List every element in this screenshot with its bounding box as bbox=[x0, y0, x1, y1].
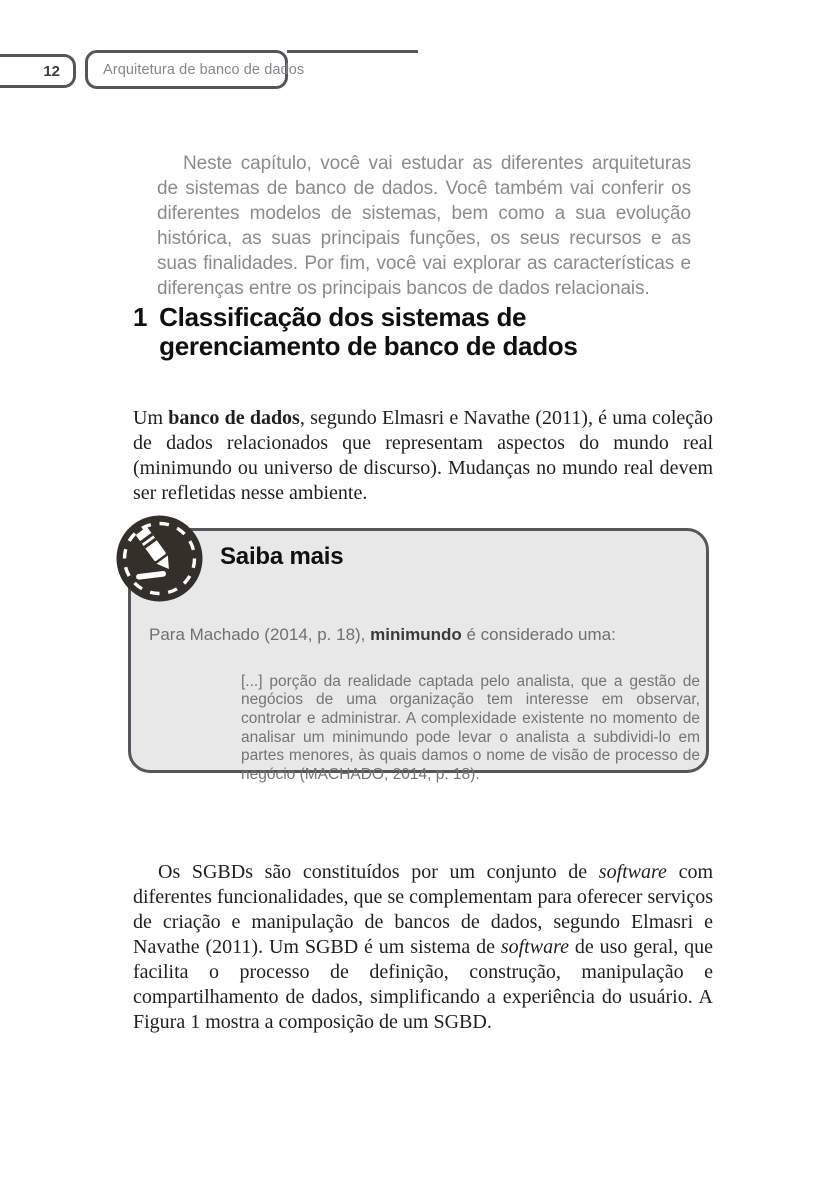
chapter-intro-paragraph: Neste capítulo, você vai estudar as diferentes arquiteturas de sistemas de banco de dados. Você também vai conferir os diferentes modelos de sistemas, bem como a sua evolução histórica, as suas principais funções, os seus recursos e as suas finalidades. Por fim, você vai explorar as características e diferenças entre os principais bancos de dados relacionais. bbox=[157, 153, 691, 299]
pencil-icon bbox=[116, 515, 203, 602]
saiba-mais-lead: Para Machado (2014, p. 18), minimundo é considerado uma: bbox=[149, 625, 616, 644]
section-number: 1 bbox=[133, 302, 148, 332]
body-paragraph-2: Os SGBDs são constituídos por um conjunto de software com diferentes funcionalidades, que se complementam para oferecer serviços de criação e manipulação de bancos de dados, segundo Elmasri e Navathe (2011). Um SGBD é um sistema de software de uso geral, que facilita o processo de definição, construção, manipulação e compartilhamento de dados, simplificando a experiência do usuário. A Figura 1 mostra a composição de um SGBD. bbox=[133, 861, 713, 1033]
saiba-mais-quote: [...] porção da realidade captada pelo analista, que a gestão de negócios de uma organização tem interesse em observar, controlar e administrar. A complexidade existente no momento de analisar um minimundo pode levar o analista a subdividi-lo em partes menores, às quais damos o nome de visão de processo de negócio (MACHADO, 2014, p. 18). bbox=[241, 672, 700, 784]
running-header-box bbox=[85, 50, 305, 89]
section-heading bbox=[133, 303, 613, 361]
running-header-title: Arquitetura de banco de dados bbox=[103, 61, 305, 78]
saiba-mais-box bbox=[128, 528, 709, 784]
page-number-box bbox=[0, 54, 76, 88]
body-paragraph-1: Um banco de dados, segundo Elmasri e Navathe (2011), é uma coleção de dados relacionados que representam aspectos do mundo real (minimundo ou universo de discurso). Mudanças no mundo real devem ser refletidas nesse ambiente. bbox=[133, 407, 714, 504]
header-rule bbox=[287, 50, 418, 53]
section-title: Classificação dos sistemas de gerenciamento de banco de dados bbox=[159, 302, 578, 361]
saiba-mais-title: Saiba mais bbox=[220, 543, 344, 570]
page-number: 12 bbox=[43, 62, 60, 80]
